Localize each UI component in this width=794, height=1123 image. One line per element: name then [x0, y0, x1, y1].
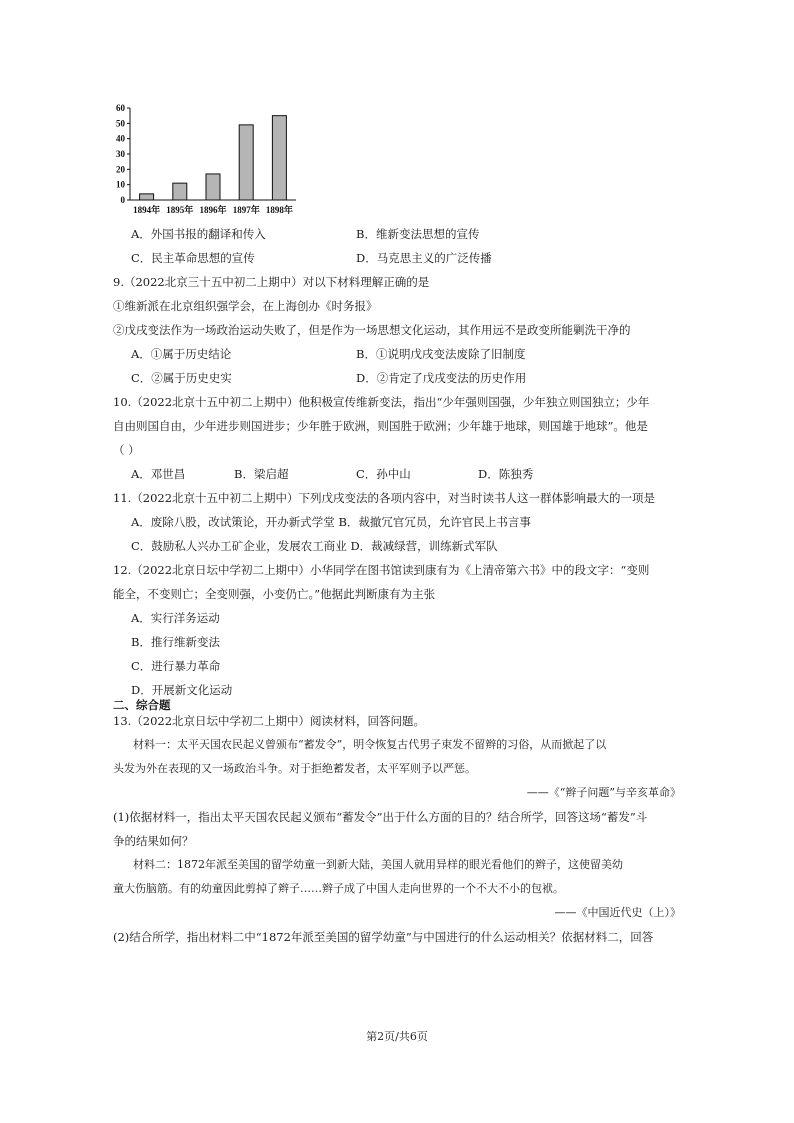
q10-option-d: D．陈独秀 — [478, 467, 534, 481]
y-tick-label: 60 — [116, 103, 125, 113]
q9-stem: 9.（2022北京三十五中初二上期中）对以下材料理解正确的是 — [113, 275, 430, 289]
q13-material-2-line-2: 童大伤脑筋。有的幼童因此剪掉了辫子……辫子成了中国人走向世界的一个不大不小的包袱。 — [113, 882, 564, 895]
section-heading: 二、综合题 — [113, 698, 171, 712]
q9-option-d: D．②肯定了戊戌变法的历史作用 — [356, 371, 527, 385]
y-tick-label: 50 — [116, 118, 125, 129]
q13-material-1-line-1: 材料一：太平天国农民起义曾颁布“蓄发令”，明令恢复古代男子束发不留辫的习俗，从而掀起了以 — [133, 738, 607, 751]
y-tick-label: 20 — [116, 164, 125, 175]
q12-option-d: D．开展新文化运动 — [131, 683, 233, 697]
q13-material-1-source: ——《“辫子问题”与辛亥革命》 — [526, 786, 681, 799]
q10-stem-line-2: 自由则国自由，少年进步则国进步；少年胜于欧洲，则国胜于欧洲；少年雄于地球，则国雄于地球”。他是 — [113, 419, 648, 433]
bar-chart — [104, 100, 304, 220]
q10-option-c: C．孙中山 — [356, 467, 411, 481]
q11-options-cd: C．鼓励私人兴办工矿企业，发展农工商业 D．裁减绿营，训练新式军队 — [131, 539, 498, 553]
page-number: 第2页/共6页 — [366, 1030, 428, 1043]
q9-option-a: A．①属于历史结论 — [131, 347, 232, 361]
q8-option-a: A．外国书报的翻译和传入 — [131, 227, 266, 241]
q11-stem: 11.（2022北京十五中初二上期中）下列戊戌变法的各项内容中，对当时读书人这一群体影响最大的一项是 — [113, 491, 656, 505]
bar-1898年 — [272, 116, 286, 200]
q13-stem: 13.（2022北京日坛中学初二上期中）阅读材料，回答问题。 — [113, 714, 426, 728]
q12-option-b: B．推行维新变法 — [131, 635, 220, 649]
x-tick-label: 1896年 — [199, 205, 227, 215]
bar-1895年 — [173, 183, 187, 200]
q13-material-2-source: ——《中国近代史（上）》 — [554, 906, 681, 919]
q9-option-c: C．②属于历史史实 — [131, 371, 232, 385]
q13-question-2-line-1: (2)结合所学，指出材料二中“1872年派至美国的留学幼童”与中国进行的什么运动相关？依据材料二，回答 — [113, 930, 654, 944]
bar-1897年 — [239, 125, 253, 200]
q8-option-b: B．维新变法思想的宣传 — [356, 227, 480, 241]
q12-option-a: A．实行洋务运动 — [131, 611, 220, 625]
q8-option-c: C．民主革命思想的宣传 — [131, 251, 255, 265]
x-tick-label: 1894年 — [133, 205, 161, 215]
q11-options-ab: A．废除八股，改试策论，开办新式学堂 B．裁撤冗官冗员，允许官民上书言事 — [131, 515, 531, 529]
y-tick-label: 30 — [116, 149, 125, 159]
q12-stem-line-1: 12.（2022北京日坛中学初二上期中）小华同学在图书馆读到康有为《上清帝第六书》中的段文字：“变则 — [113, 563, 650, 577]
bar-1896年 — [206, 174, 220, 200]
x-tick-label: 1897年 — [232, 205, 260, 215]
x-tick-label: 1895年 — [166, 205, 194, 215]
q10-option-b: B．梁启超 — [234, 467, 289, 481]
q12-stem-line-2: 能全，不变则亡；全变则强，小变仍亡。”他据此判断康有为主张 — [113, 587, 436, 601]
q9-material-2: ②戊戌变法作为一场政治运动失败了，但是作为一场思想文化运动，其作用远不是政变所能剿洗干净的 — [113, 323, 631, 337]
q13-question-1-line-2: 争的结果如何？ — [113, 834, 194, 848]
q13-material-1-line-2: 头发为外在表现的又一场政治斗争。对于拒绝蓄发者，太平军则予以严惩。 — [113, 762, 476, 775]
q8-option-d: D．马克思主义的广泛传播 — [356, 251, 492, 265]
bar-1894年 — [140, 194, 154, 200]
y-tick-label: 10 — [116, 179, 125, 190]
q12-option-c: C．进行暴力革命 — [131, 659, 221, 673]
q9-material-1: ①维新派在北京组织强学会，在上海创办《时务报》 — [113, 299, 378, 313]
q10-stem-line-3: （ ） — [113, 443, 140, 457]
q13-question-1-line-1: (1)依据材料一，指出太平天国农民起义颁布“蓄发令”出于什么方面的目的？结合所学，回答这场“蓄发”斗 — [113, 810, 648, 824]
y-tick-label: 40 — [116, 133, 125, 144]
y-tick-label: 0 — [120, 195, 125, 205]
q10-option-a: A．邓世昌 — [131, 467, 186, 481]
x-tick-label: 1898年 — [265, 205, 293, 215]
q13-material-2-line-1: 材料二：1872年派至美国的留学幼童一到新大陆，美国人就用异样的眼光看他们的辫子，这使留美幼 — [133, 858, 623, 871]
q9-option-b: B．①说明戊戌变法废除了旧制度 — [356, 347, 526, 361]
q10-stem-line-1: 10.（2022北京十五中初二上期中）他积极宣传维新变法，指出“少年强则国强，少年独立则国独立；少年 — [113, 395, 650, 409]
